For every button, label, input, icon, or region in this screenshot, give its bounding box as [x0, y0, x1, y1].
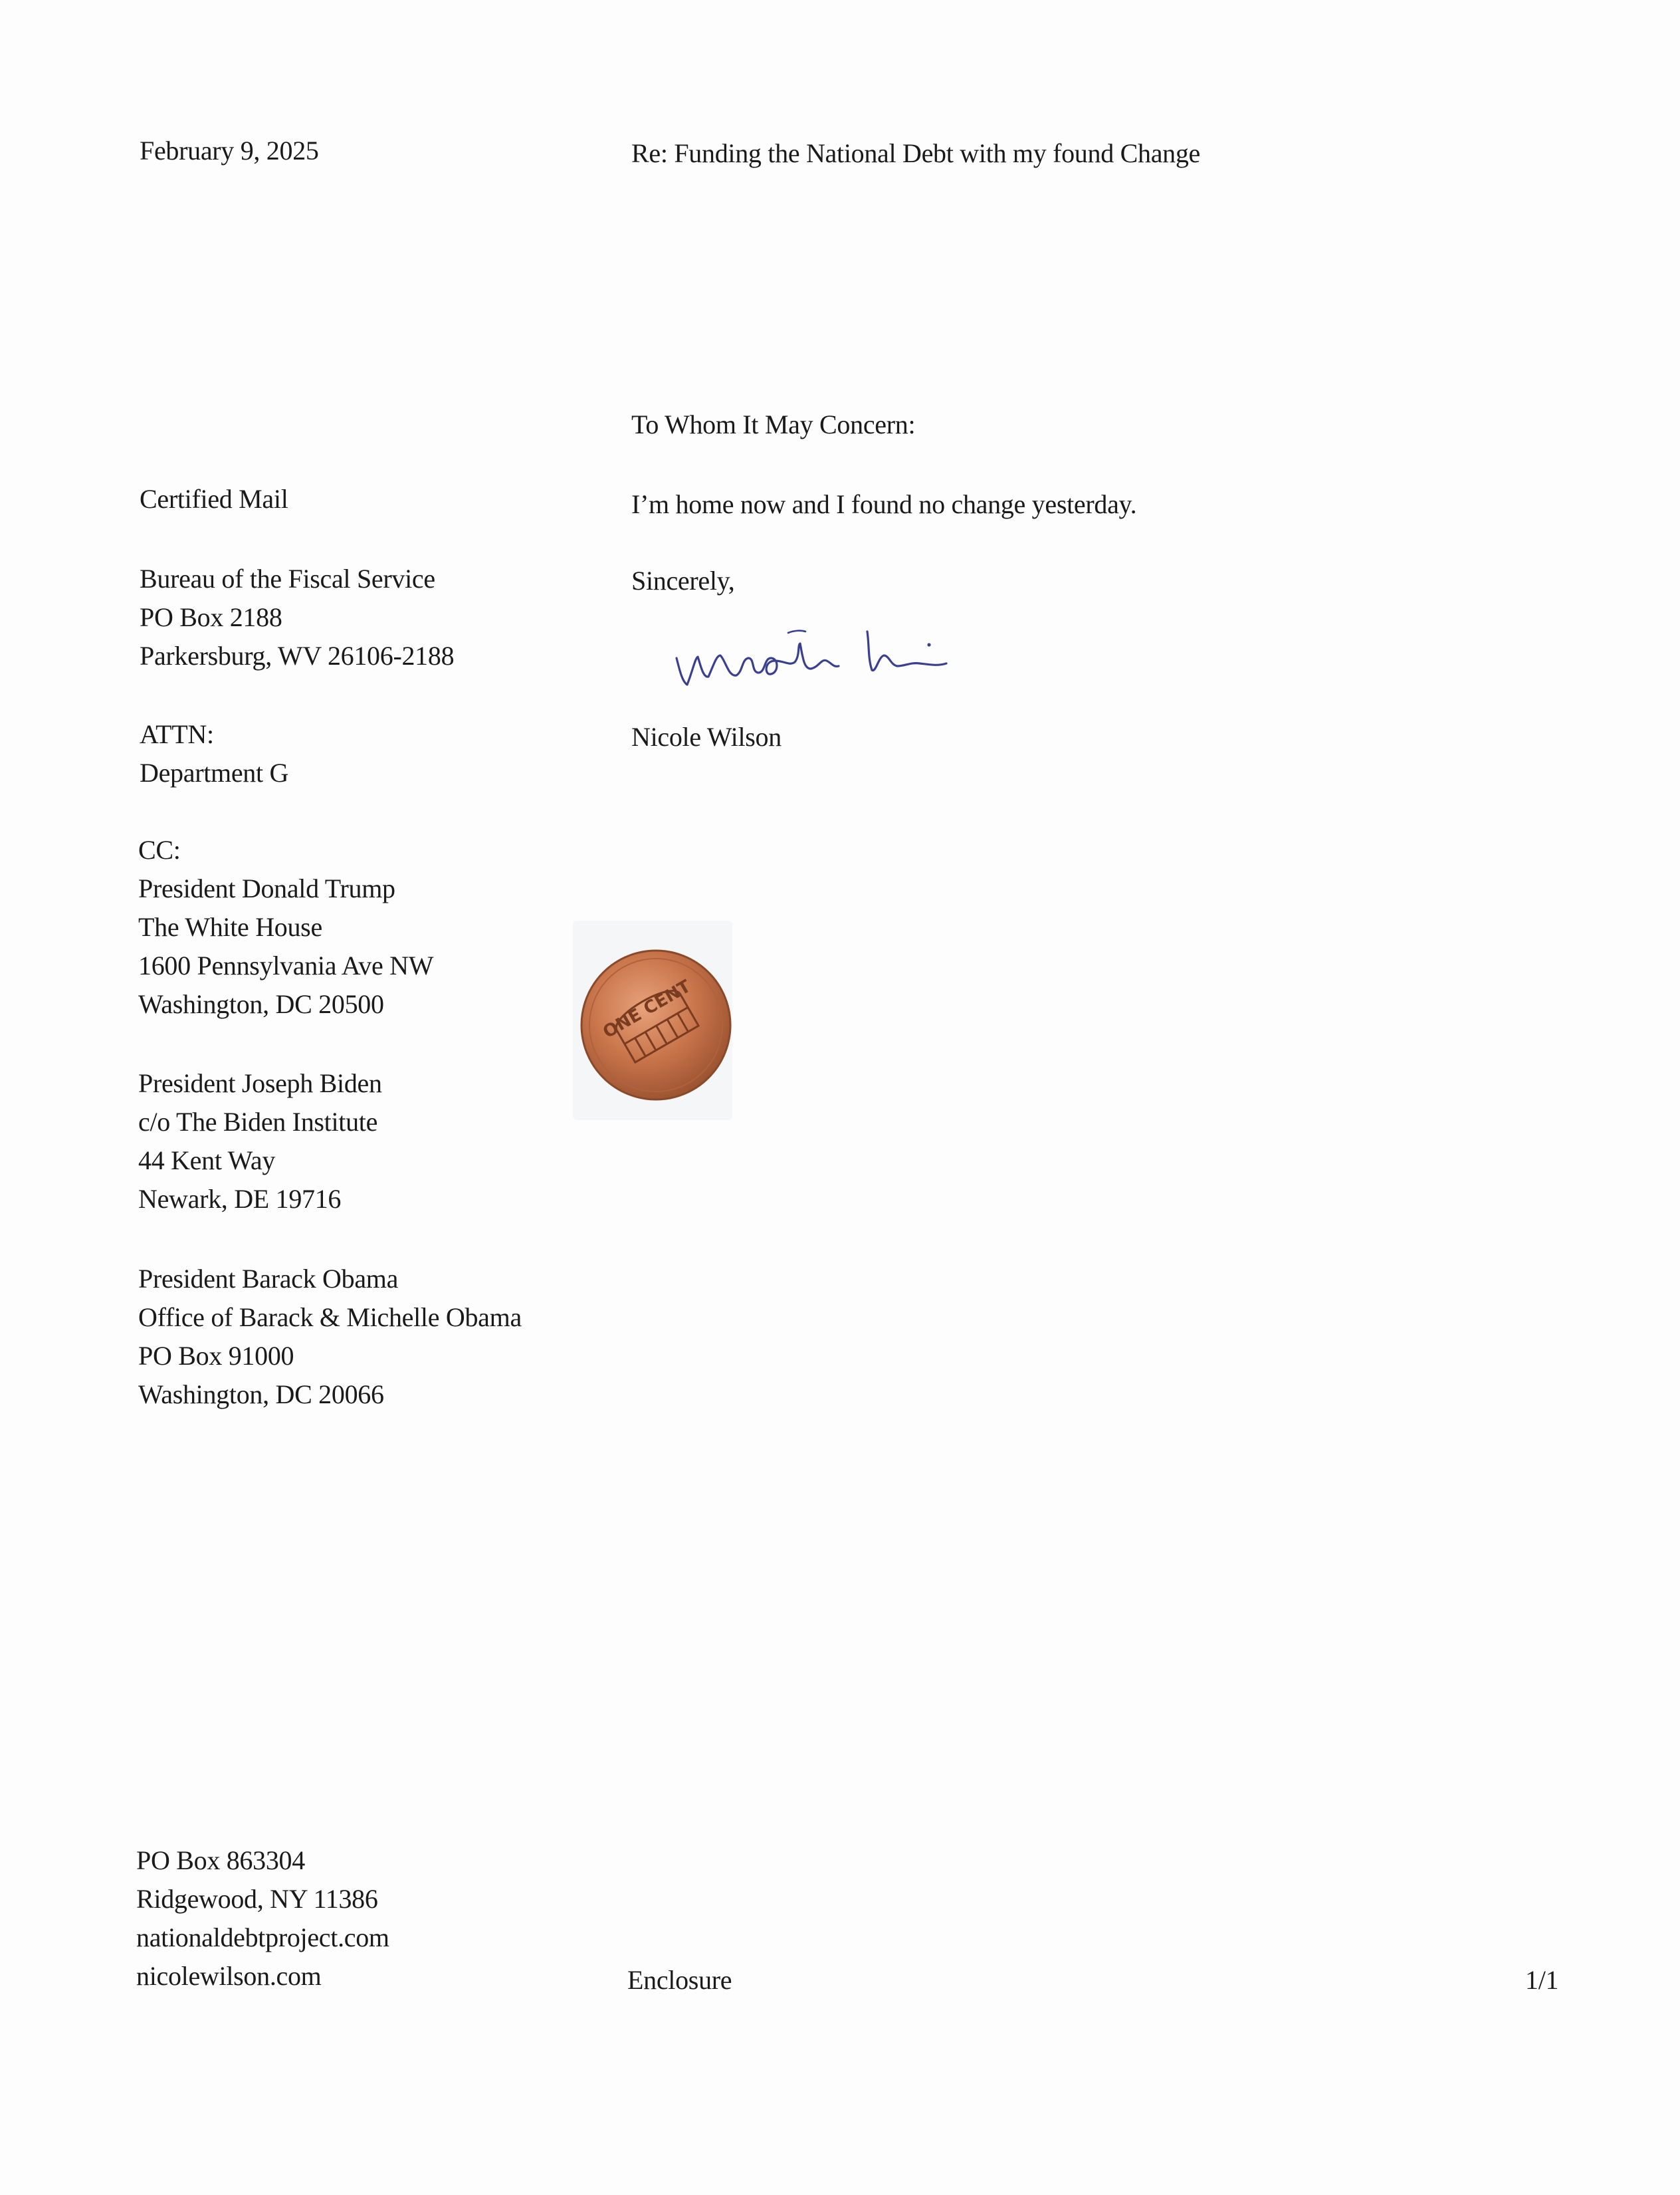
cc-trump — [138, 831, 433, 1024]
sender-line: PO Box 863304 — [136, 1845, 305, 1875]
recipient-address — [140, 560, 454, 675]
address-line: Washington, DC 20500 — [138, 989, 384, 1019]
signer-name: Nicole Wilson — [631, 722, 782, 752]
address-line: President Joseph Biden — [138, 1068, 382, 1098]
sender-website: nicolewilson.com — [136, 1961, 322, 1991]
address-line: Washington, DC 20066 — [138, 1379, 384, 1409]
letter-subject: Re: Funding the National Debt with my found Change — [631, 138, 1200, 168]
sender-line: Ridgewood, NY 11386 — [136, 1884, 378, 1914]
attn-label: ATTN: — [140, 719, 214, 749]
taped-coin — [573, 921, 732, 1120]
salutation: To Whom It May Concern: — [631, 409, 916, 439]
address-line: c/o The Biden Institute — [138, 1107, 378, 1137]
handwritten-signature — [665, 592, 997, 705]
attention-line — [140, 715, 288, 792]
address-line: 1600 Pennsylvania Ave NW — [138, 951, 434, 981]
address-line: President Barack Obama — [138, 1264, 399, 1294]
penny-coin-icon — [578, 947, 734, 1103]
page-number: 1/1 — [1525, 1965, 1559, 1995]
cc-label: CC: — [138, 835, 181, 865]
letter-body: I’m home now and I found no change yesterday. — [631, 489, 1137, 519]
address-line: Parkersburg, WV 26106-2188 — [140, 641, 455, 671]
enclosure-note: Enclosure — [627, 1965, 732, 1995]
address-line: President Donald Trump — [138, 873, 395, 903]
address-line: Bureau of the Fiscal Service — [140, 564, 435, 594]
sender-address — [136, 1841, 389, 1996]
address-line: PO Box 2188 — [140, 602, 282, 632]
address-line: PO Box 91000 — [138, 1341, 294, 1371]
cc-obama — [138, 1260, 522, 1414]
sender-website: nationaldebtproject.com — [136, 1922, 389, 1952]
address-line: Office of Barack & Michelle Obama — [138, 1302, 522, 1332]
address-line: 44 Kent Way — [138, 1145, 276, 1175]
address-line: The White House — [138, 912, 322, 942]
attn-department: Department G — [140, 758, 289, 788]
closing: Sincerely, — [631, 566, 735, 596]
coin-inscription: ONE CENT — [599, 976, 694, 1043]
address-line: Newark, DE 19716 — [138, 1184, 342, 1214]
delivery-method: Certified Mail — [140, 484, 288, 514]
letter-date: February 9, 2025 — [140, 136, 319, 166]
cc-biden — [138, 1064, 382, 1218]
